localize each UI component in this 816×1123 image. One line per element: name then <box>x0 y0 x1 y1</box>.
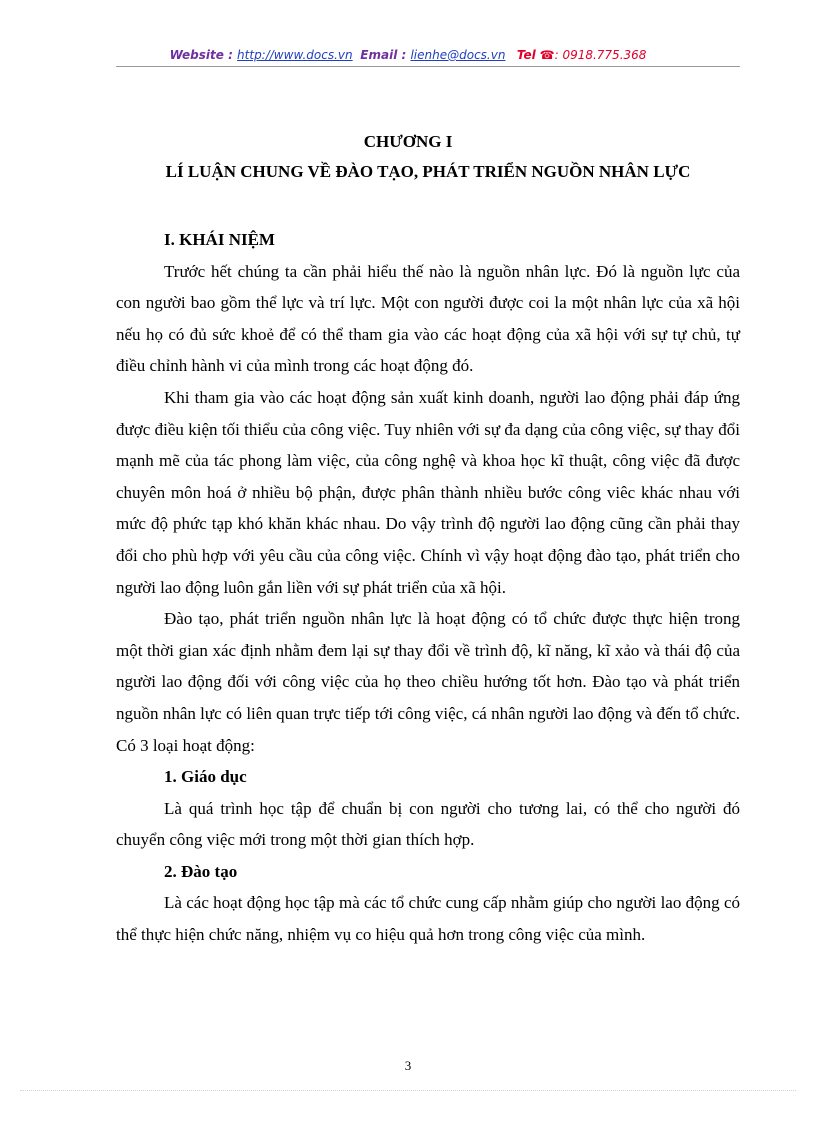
paragraph: Là quá trình học tập để chuẩn bị con người cho tương lai, có thể cho người đó chuyển công việc mới trong một thời gian thích hợp. <box>116 798 740 850</box>
chapter-number: CHƯƠNG I <box>363 132 453 151</box>
section-heading: I. KHÁI NIỆM <box>164 230 275 249</box>
website-link[interactable]: http://www.docs.vn <box>237 48 353 62</box>
email-label: Email <box>360 48 398 62</box>
subsection-heading: 1. Giáo dục <box>164 767 247 787</box>
footer-divider <box>20 1090 796 1091</box>
email-link[interactable]: lienhe@docs.vn <box>410 48 506 62</box>
document-body <box>116 224 740 951</box>
phone-icon: ☎ <box>539 48 555 62</box>
paragraph: Trước hết chúng ta cần phải hiểu thế nào là nguồn nhân lực. Đó là nguồn lực của con người bao gồm thể lực và trí lực. Một con người được coi la một nhân lực của xã hội nếu họ có đủ sức khoẻ để có thể tham gia vào các hoạt động của xã hội với sự tự chủ, tự điều chỉnh hành vi của mình trong các hoạt động đó. <box>116 261 740 376</box>
paragraph: Đào tạo, phát triển nguồn nhân lực là hoạt động có tổ chức được thực hiện trong một thời gian xác định nhằm đem lại sự thay đổi về trình độ, kĩ năng, kĩ xảo và thái độ của người lao động đối với công việc của họ theo chiều hướng tốt hơn. Đào tạo và phát triển nguồn nhân lực có liên quan trực tiếp tới công việc, cá nhân người lao động và đến tổ chức. Có 3 loại hoạt động: <box>116 609 740 755</box>
paragraph: Khi tham gia vào các hoạt động sản xuất kinh doanh, người lao động phải đáp ứng được điều kiện tối thiểu của công việc. Tuy nhiên với sự đa dạng của công việc, sự thay đổi mạnh mẽ của tác phong làm việc, của công nghệ và khoa học kĩ thuật, công việc đã được chuyên môn hoá ở nhiều bộ phận, được phân thành nhiều bước công viêc khác nhau với mức độ phức tạp khó khăn khác nhau. Do vậy trình độ người lao động cũng cần phải thay đổi cho phù hợp với yêu cầu của công việc. Chính vì vậy hoạt động đào tạo, phát triển cho người lao động luôn gắn liền với sự phát triển của xã hội. <box>116 387 740 597</box>
header-separator: : <box>223 48 238 62</box>
header-separator: : <box>397 48 411 62</box>
website-label: Website <box>169 48 224 62</box>
page-number: 3 <box>404 1058 412 1073</box>
phone-number: 0918.775.368 <box>562 48 647 62</box>
header-separator: : <box>554 48 563 62</box>
tel-label: Tel <box>516 48 536 62</box>
header-divider <box>116 66 740 67</box>
paragraph: Là các hoạt động học tập mà các tổ chức cung cấp nhằm giúp cho người lao động có thể thực hiện chức năng, nhiệm vụ co hiệu quả hơn trong công việc của mình. <box>116 893 740 945</box>
subsection-heading: 2. Đào tạo <box>164 861 238 881</box>
page-header <box>0 46 816 64</box>
chapter-title: LÍ LUẬN CHUNG VỀ ĐÀO TẠO, PHÁT TRIỂN NGUỒN NHÂN LỰC <box>165 162 691 181</box>
